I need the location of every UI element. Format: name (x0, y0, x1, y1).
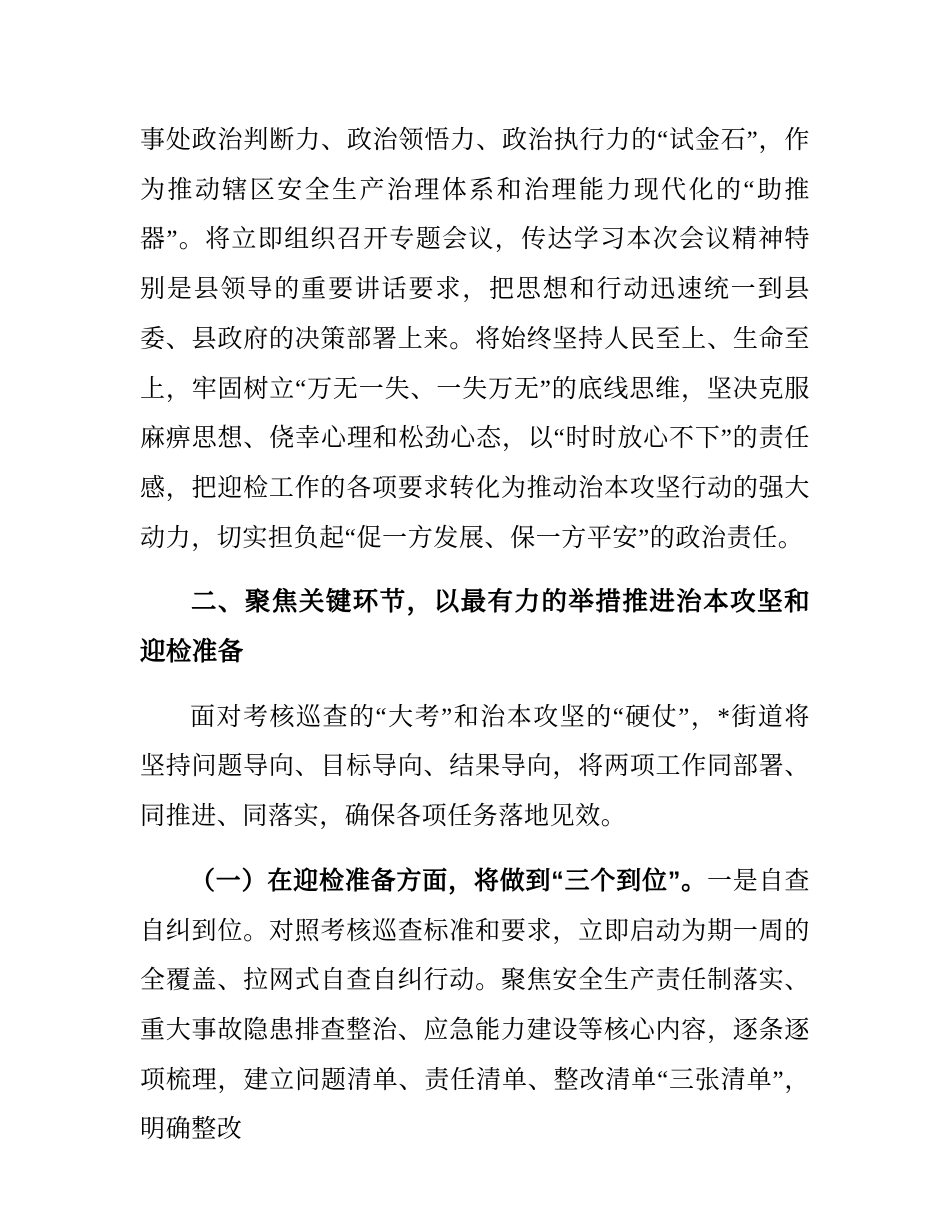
section-heading: 二、聚焦关键环节，以最有力的举措推进治本攻坚和迎检准备 (140, 588, 810, 667)
paragraph-continuation: 事处政治判断力、政治领悟力、政治执行力的“试金石”，作为推动辖区安全生产治理体系和治理能力现代化的“助推器”。将立即组织召开专题会议，传达学习本次会议精神特别是县领导的重要讲话要求，把思想和行动迅速统一到县委、县政府的决策部署上来。将始终坚持人民至上、生命至上，牢固树立“万无一失、一失万无”的底线思维，坚决克服麻痹思想、侥幸心理和松劲心态，以“时时放心不下”的责任感，把迎检工作的各项要求转化为推动治本攻坚行动的强大动力，切实担负起“促一方发展、保一方平安”的政治责任。 (140, 127, 810, 552)
subsection-lead: （一）在迎检准备方面，将做到“三个到位”。 (190, 866, 707, 895)
paragraph-overview: 面对考核巡查的“大考”和治本攻坚的“硬仗”，*街道将坚持问题导向、目标导向、结果导向，将两项工作同部署、同推进、同落实，确保各项任务落地见效。 (140, 703, 810, 831)
subsection-body-text: 一是自查自纠到位。对照考核巡查标准和要求，立即启动为期一周的全覆盖、拉网式自查自纠行动。聚焦安全生产责任制落实、重大事故隐患排查整治、应急能力建设等核心内容，逐条逐项梳理，建立问题清单、责任清单、整改清单“三张清单”，明确整改 (140, 867, 810, 1144)
paragraph-with-lead (140, 857, 810, 1155)
